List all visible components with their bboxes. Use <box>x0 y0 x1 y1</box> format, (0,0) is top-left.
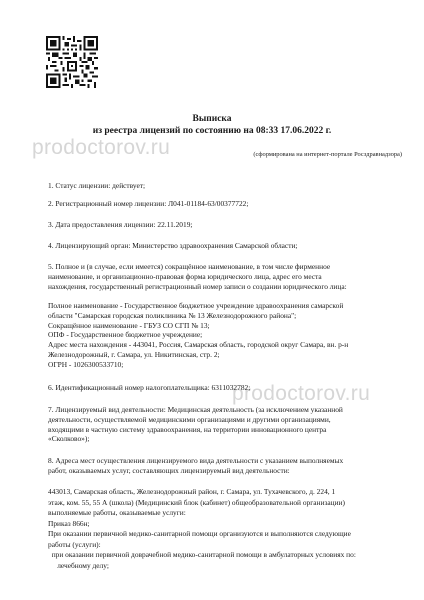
item7-licensed-activity <box>48 405 388 444</box>
text-line: «Сколково»); <box>48 434 90 444</box>
qr-code <box>46 36 98 88</box>
text-line: входящими в частную систему здравоохранения, на территории инновационного центра <box>48 424 327 434</box>
text-line: наименование, и организационно-правовая форма юридического лица, адрес его места <box>48 271 322 281</box>
item-registration-number: 2. Регистрационный номер лицензии: Л041-01184-63/00377722; <box>48 199 249 208</box>
text-line: Железнодорожный, г. Самара, ул. Никитинская, стр. 2; <box>48 349 220 359</box>
text-line: работы (услуги): <box>48 539 101 549</box>
item5-heading <box>48 262 388 291</box>
text-line: Приказ 866н; <box>48 518 90 528</box>
text-line: Адрес места нахождения - 443041, Россия, Самарская область, городской округ Самара, вн. р-н <box>48 340 349 350</box>
text-line: 5. Полное и (в случае, если имеется) сокращённое наименование, в том числе фирменное <box>48 262 331 271</box>
text-line: лечебному делу; <box>48 560 109 570</box>
text-line: этаж, ком. 55, 55 А (школа) (Медицинский блок (кабинет) общеобразовательной организации) <box>48 497 345 507</box>
text-line: Полное наименование - Государственное бюджетное учреждение здравоохранения самарской <box>48 301 344 310</box>
item-issue-date: 3. Дата предоставления лицензии: 22.11.2019; <box>48 220 193 229</box>
text-line: работ, оказываемых услуг, составляющих лицензируемый вид деятельности: <box>48 465 290 475</box>
text-line: при оказании первичной доврачебной медико-санитарной помощи в амбулаторных условиях по: <box>48 550 356 559</box>
text-line: деятельности, осуществляемой медицинскими организациями и другими организациями, <box>48 414 331 424</box>
document-title: Выписка <box>192 114 232 124</box>
text-line: Сокращённое наименование - ГБУЗ СО СГП № 13; <box>48 320 210 330</box>
watermark-text: prodoctorov.ru <box>232 382 371 405</box>
organization-details <box>48 301 388 370</box>
text-line: ОПФ - Государственное бюджетное учреждение; <box>48 330 203 340</box>
document-subtitle: из реестра лицензий по состоянию на 08:33 17.06.2022 г. <box>92 126 332 136</box>
item-licensing-authority: 4. Лицензирующий орган: Министерство здравоохранения Самарской области; <box>48 241 298 250</box>
item8-heading <box>48 456 388 476</box>
text-line: 443013, Самарская область, Железнодорожный район, г. Самара, ул. Тухачевского, д. 224, 1 <box>48 487 336 496</box>
text-line: При оказании первичной медико-санитарной помощи организуются и выполняются следующие <box>48 529 351 538</box>
text-line: 8. Адреса мест осуществления лицензируемого вида деятельности с указанием выполняемых <box>48 456 344 465</box>
item-tax-id: 6. Идентификационный номер налогоплательщика: 6311032782; <box>48 383 251 392</box>
text-line: выполняемые работы, оказываемые услуги: <box>48 508 186 517</box>
text-line: ОГРН - 1026300533710; <box>48 359 124 369</box>
text-line: 7. Лицензируемый вид деятельности: Медицинская деятельность (за исключением указанной <box>48 405 343 414</box>
text-line: нахождения, государственный регистрационный номер записи о создании юридического лица: <box>48 281 347 291</box>
source-note: (сформирована на интернет-портале Росздравнадзора) <box>253 151 402 158</box>
watermark-text: prodoctorov.ru <box>32 136 171 159</box>
text-line: области "Самарская городская поликлиника № 13 Железнодорожного района"; <box>48 310 297 320</box>
item-license-status: 1. Статус лицензии: действует; <box>48 181 146 190</box>
activity-address-details <box>48 487 388 571</box>
